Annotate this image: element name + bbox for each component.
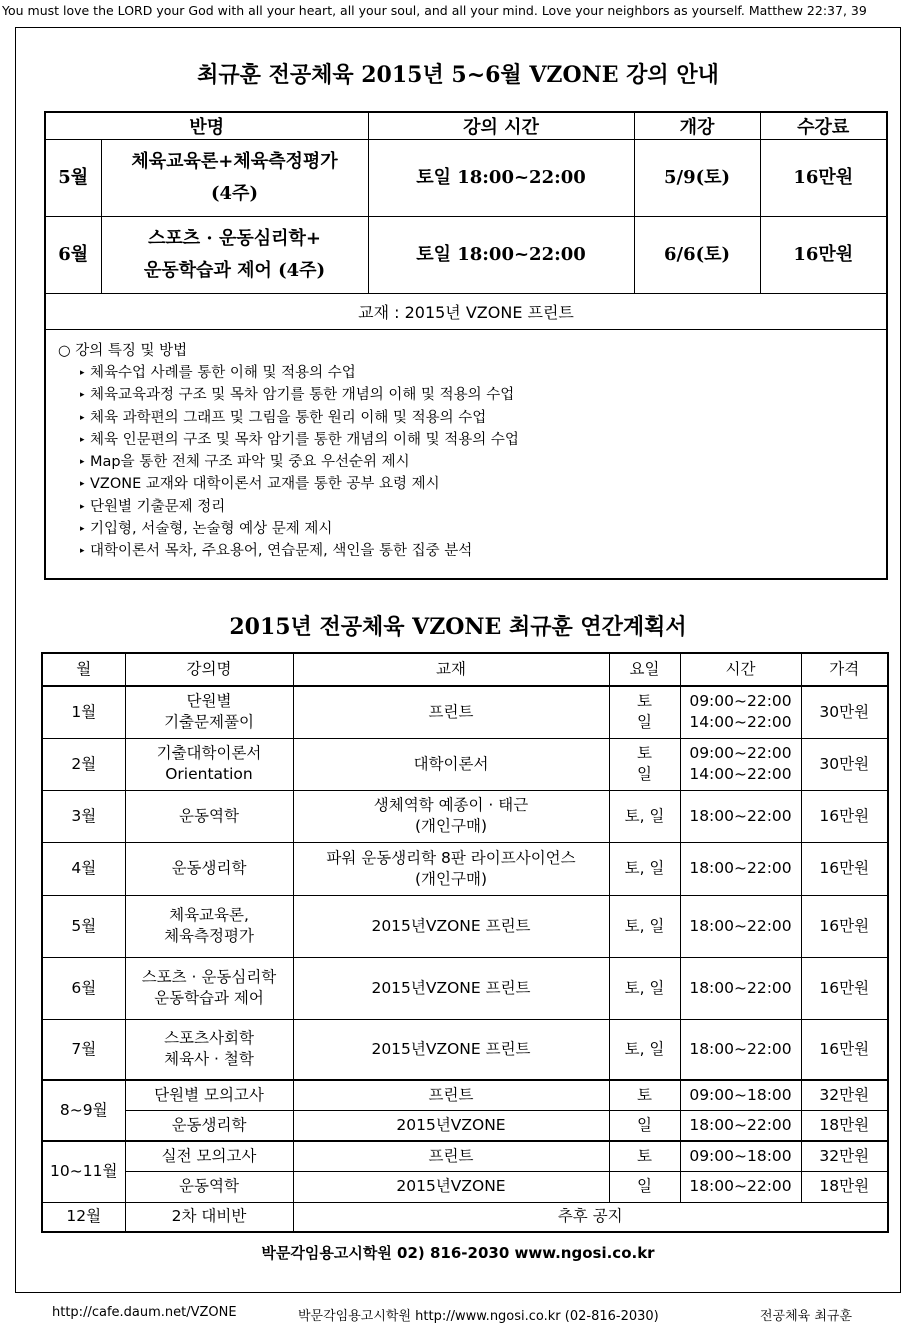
row-time: 09:00~18:00	[680, 1080, 801, 1110]
row-course: 운동역학	[125, 1171, 293, 1202]
feature-item: ▸ 기입형, 서술형, 논술형 예상 문제 제시	[58, 518, 886, 540]
row-day-line: 토, 일	[624, 916, 665, 935]
feature-item: ▸ 체육교육과정 구조 및 목차 암기를 통한 개념의 이해 및 적용의 수업	[58, 384, 886, 406]
footer-cafe-link[interactable]: http://cafe.daum.net/VZONE	[52, 1305, 237, 1320]
feature-item: ▸ Map을 통한 전체 구조 파악 및 중요 우선순위 제시	[58, 451, 886, 473]
row-day	[609, 686, 680, 738]
row-time: 토일 18:00~22:00	[368, 217, 634, 294]
table-row	[45, 217, 887, 294]
table-row	[42, 957, 888, 1019]
row-course-line: Orientation	[165, 765, 253, 783]
row-time-line: 18:00~22:00	[689, 916, 792, 935]
col-header-price: 가격	[801, 653, 888, 686]
table-header-row	[42, 653, 888, 686]
row-time	[680, 686, 801, 738]
row-day: 일	[609, 1171, 680, 1202]
row-month: 12월	[42, 1202, 125, 1232]
table-row	[42, 1110, 888, 1141]
row-price: 30만원	[801, 686, 888, 738]
row-course	[125, 895, 293, 957]
row-course-line: 체육교육론,	[169, 906, 249, 924]
row-fee: 16만원	[760, 217, 887, 294]
bullet-triangle-icon: ▸	[80, 390, 85, 401]
row-textbook: 프린트	[293, 1080, 609, 1110]
row-course-line: 기출대학이론서	[156, 744, 262, 762]
row-course-line: 운동역학	[179, 806, 239, 825]
row-price: 30만원	[801, 738, 888, 790]
col-header-time: 강의 시간	[368, 112, 634, 140]
row-textbook-line: 2015년VZONE 프린트	[371, 1039, 531, 1058]
row-textbook	[293, 738, 609, 790]
row-time	[680, 1019, 801, 1080]
table-row	[42, 1171, 888, 1202]
bible-verse-header: You must love the LORD your God with all your heart, all your soul, and all your mind. Love your neighbors as yourself. Matthew 22:37, 39	[2, 3, 867, 18]
class-name-line2: 운동학습과 제어 (4주)	[143, 260, 326, 281]
feature-item: ▸ 단원별 기출문제 정리	[58, 496, 886, 518]
row-price: 16만원	[801, 895, 888, 957]
row-time: 18:00~22:00	[680, 1171, 801, 1202]
row-price: 32만원	[801, 1141, 888, 1171]
class-name-line1: 체육교육론+체육측정평가	[131, 151, 338, 172]
row-month: 10~11월	[42, 1141, 125, 1202]
row-course-line: 운동생리학	[171, 859, 247, 877]
row-course	[125, 957, 293, 1019]
table-row	[42, 842, 888, 895]
bullet-triangle-icon: ▸	[80, 457, 85, 468]
bullet-triangle-icon: ▸	[80, 479, 85, 490]
col-header-month: 월	[42, 653, 125, 686]
row-day: 일	[609, 1110, 680, 1141]
row-textbook	[293, 895, 609, 957]
feature-item: ▸ 체육 과학편의 그래프 및 그림을 통한 원리 이해 및 적용의 수업	[58, 407, 886, 429]
row-textbook: 2015년VZONE	[293, 1110, 609, 1141]
row-month: 3월	[42, 790, 125, 842]
col-header-textbook: 교재	[293, 653, 609, 686]
row-day: 토	[609, 1141, 680, 1171]
col-header-start: 개강	[634, 112, 760, 140]
row-start-date: 6/6(토)	[634, 217, 760, 294]
table-row	[42, 790, 888, 842]
row-course	[125, 790, 293, 842]
row-course-line: 체육측정평가	[164, 927, 254, 945]
features-cell	[45, 330, 887, 580]
row-course: 단원별 모의고사	[125, 1080, 293, 1110]
lecture-guide-table	[44, 111, 888, 580]
row-price: 16만원	[801, 842, 888, 895]
feature-item: ▸ 체육 인문편의 구조 및 목차 암기를 통한 개념의 이해 및 적용의 수업	[58, 429, 886, 451]
bullet-triangle-icon: ▸	[80, 368, 85, 378]
annual-plan-title: 2015년 전공체육 VZONE 최규훈 연간계획서	[229, 614, 687, 640]
row-class-name	[101, 140, 368, 217]
bullet-triangle-icon: ▸	[80, 524, 85, 535]
table-row	[42, 1019, 888, 1080]
row-day-line: 토	[637, 692, 652, 711]
row-course	[125, 686, 293, 738]
row-month: 6월	[42, 957, 125, 1019]
class-name-line2: (4주)	[211, 183, 258, 204]
row-month: 2월	[42, 738, 125, 790]
row-course-line: 스포츠 · 운동심리학	[141, 968, 277, 986]
row-day	[609, 790, 680, 842]
row-course: 2차 대비반	[125, 1202, 293, 1232]
row-price: 18만원	[801, 1171, 888, 1202]
row-month: 5월	[45, 140, 101, 217]
col-header-fee: 수강료	[760, 112, 887, 140]
row-day	[609, 895, 680, 957]
row-time-line: 14:00~22:00	[689, 713, 792, 732]
row-day	[609, 957, 680, 1019]
row-day-line: 토, 일	[624, 978, 665, 997]
table-row	[45, 140, 887, 217]
row-course	[125, 738, 293, 790]
row-time	[680, 790, 801, 842]
footer-academy-info: 박문각임용고시학원 http://www.ngosi.co.kr (02-816-2030)	[298, 1309, 659, 1324]
row-textbook-line: 2015년VZONE 프린트	[371, 916, 531, 935]
row-day	[609, 842, 680, 895]
table-row	[42, 895, 888, 957]
row-day	[609, 1019, 680, 1080]
table-row	[42, 1202, 888, 1232]
textbook-info: 교재 : 2015년 VZONE 프린트	[45, 294, 887, 330]
row-textbook	[293, 686, 609, 738]
row-price: 16만원	[801, 790, 888, 842]
row-day-line: 토, 일	[624, 806, 665, 825]
row-course-line: 단원별	[186, 692, 232, 711]
row-course	[125, 1019, 293, 1080]
row-time-line: 09:00~22:00	[689, 744, 792, 762]
row-day-line: 토	[637, 744, 652, 762]
row-month: 5월	[42, 895, 125, 957]
row-price: 16만원	[801, 1019, 888, 1080]
row-time: 18:00~22:00	[680, 1110, 801, 1141]
row-price: 32만원	[801, 1080, 888, 1110]
row-month: 7월	[42, 1019, 125, 1080]
row-month: 4월	[42, 842, 125, 895]
annual-plan-table	[41, 652, 889, 1233]
footer-author: 전공체육 최규훈	[760, 1309, 853, 1324]
table-row	[42, 686, 888, 738]
row-time-line: 18:00~22:00	[689, 1039, 792, 1058]
col-header-class: 반명	[45, 112, 368, 140]
row-time	[680, 738, 801, 790]
row-note: 추후 공지	[293, 1202, 888, 1232]
features-title: ○ 강의 특징 및 방법	[58, 343, 188, 359]
row-course	[125, 842, 293, 895]
col-header-time: 시간	[680, 653, 801, 686]
row-time	[680, 842, 801, 895]
table-row	[42, 1141, 888, 1171]
row-time	[680, 895, 801, 957]
row-textbook: 2015년VZONE	[293, 1171, 609, 1202]
row-time-line: 18:00~22:00	[689, 859, 792, 877]
row-day-line: 일	[637, 765, 652, 783]
row-day-line: 토, 일	[624, 859, 665, 877]
row-course-line: 스포츠사회학	[164, 1029, 254, 1048]
row-textbook	[293, 1019, 609, 1080]
row-time-line: 14:00~22:00	[689, 765, 792, 783]
row-time: 09:00~18:00	[680, 1141, 801, 1171]
row-month: 1월	[42, 686, 125, 738]
row-course-line: 기출문제풀이	[164, 713, 254, 732]
academy-contact: 박문각임용고시학원 02) 816-2030 www.ngosi.co.kr	[261, 1244, 655, 1262]
row-time-line: 18:00~22:00	[689, 978, 792, 997]
row-course-line: 운동학습과 제어	[154, 989, 264, 1007]
row-course: 운동생리학	[125, 1110, 293, 1141]
table-row	[42, 1080, 888, 1110]
bullet-triangle-icon: ▸	[80, 546, 85, 557]
row-fee: 16만원	[760, 140, 887, 217]
row-class-name	[101, 217, 368, 294]
col-header-day: 요일	[609, 653, 680, 686]
class-name-line1: 스포츠 · 운동심리학+	[148, 228, 321, 249]
row-time-line: 18:00~22:00	[689, 806, 792, 825]
row-month: 8~9월	[42, 1080, 125, 1141]
row-textbook-line: (개인구매)	[415, 817, 487, 835]
col-header-course: 강의명	[125, 653, 293, 686]
row-start-date: 5/9(토)	[634, 140, 760, 217]
bullet-triangle-icon: ▸	[80, 412, 85, 423]
lecture-guide-title: 최규훈 전공체육 2015년 5~6월 VZONE 강의 안내	[197, 62, 719, 88]
row-textbook: 프린트	[293, 1141, 609, 1171]
textbook-row	[45, 294, 887, 330]
row-time	[680, 957, 801, 1019]
row-course-line: 체육사 · 철학	[164, 1050, 254, 1069]
table-header-row	[45, 112, 887, 140]
row-textbook-line: 생체역학 예종이 · 태근	[373, 796, 529, 814]
bullet-triangle-icon: ▸	[80, 434, 85, 445]
row-textbook	[293, 842, 609, 895]
table-row	[42, 738, 888, 790]
feature-item: ▸ 체육수업 사례를 통한 이해 및 적용의 수업	[58, 362, 886, 384]
row-textbook	[293, 790, 609, 842]
row-month: 6월	[45, 217, 101, 294]
feature-item: ▸ 대학이론서 목차, 주요용어, 연습문제, 색인을 통한 집중 분석	[58, 540, 886, 562]
row-textbook-line: 2015년VZONE 프린트	[371, 978, 531, 997]
row-textbook-line: 프린트	[428, 702, 474, 721]
row-day-line: 토, 일	[624, 1039, 665, 1058]
bullet-triangle-icon: ▸	[80, 501, 85, 512]
row-price: 18만원	[801, 1110, 888, 1141]
row-textbook-line: 파워 운동생리학 8판 라이프사이언스	[326, 848, 576, 867]
row-textbook	[293, 957, 609, 1019]
row-textbook-line: 대학이론서	[413, 754, 489, 773]
row-day	[609, 738, 680, 790]
row-course: 실전 모의고사	[125, 1141, 293, 1171]
row-day: 토	[609, 1080, 680, 1110]
row-time: 토일 18:00~22:00	[368, 140, 634, 217]
row-time-line: 09:00~22:00	[689, 692, 792, 711]
row-day-line: 일	[637, 713, 652, 732]
row-price: 16만원	[801, 957, 888, 1019]
features-row	[45, 330, 887, 580]
feature-item: ▸ VZONE 교재와 대학이론서 교재를 통한 공부 요령 제시	[58, 473, 886, 495]
row-textbook-line: (개인구매)	[415, 869, 487, 888]
